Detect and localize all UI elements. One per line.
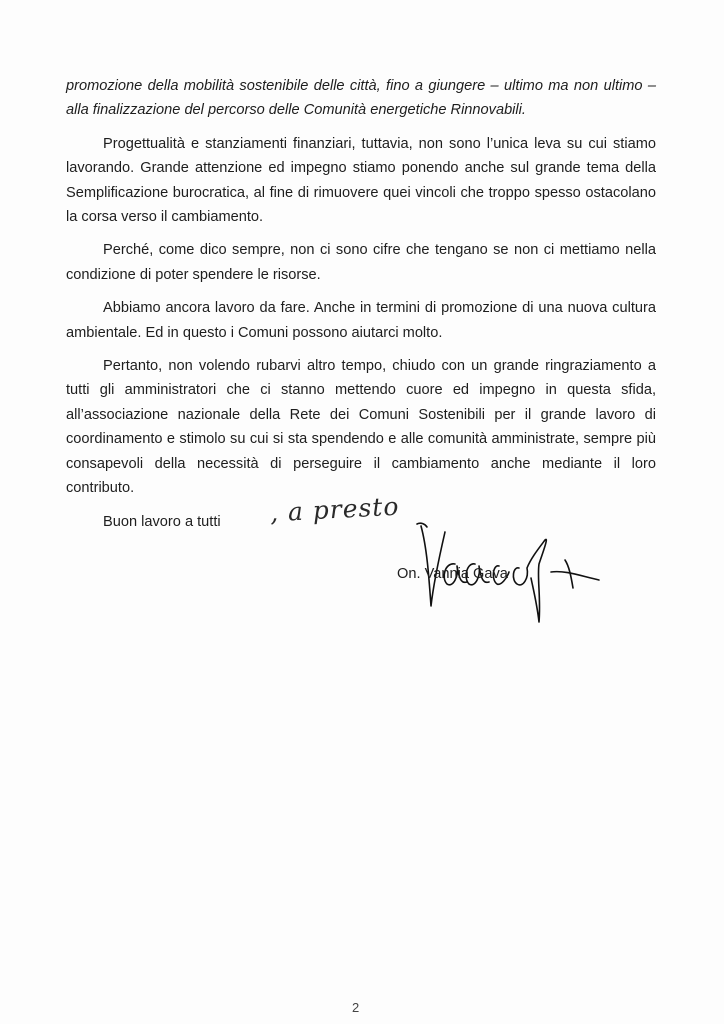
paragraph-line: consapevoli della necessità di perseguire il cambiamento anche mediante il loro xyxy=(66,455,656,472)
paragraph-5 xyxy=(66,354,656,500)
paragraph-line: coordinamento e stimolo su cui si sta spendendo e alle comunità amministrate, sempre più xyxy=(66,431,656,448)
page-number: 2 xyxy=(352,1000,360,1015)
paragraph-4 xyxy=(66,296,656,345)
paragraph-line: Abbiamo ancora lavoro da fare. Anche in termini di promozione di una nuova cultura xyxy=(103,300,656,317)
paragraph-line: all’associazione nazionale della Rete dei Comuni Sostenibili per il grande lavoro di xyxy=(66,406,656,423)
paragraph-line: Pertanto, non volendo rubarvi altro tempo, chiudo con un grande ringraziamento a xyxy=(103,358,656,375)
paragraph-line: Perché, come dico sempre, non ci sono cifre che tengano se non ci mettiamo nella xyxy=(103,242,656,259)
paragraph-2 xyxy=(66,132,656,230)
closing-text: Buon lavoro a tutti xyxy=(103,513,221,530)
paragraph-line: contributo. xyxy=(66,480,135,497)
handwritten-note: , a presto xyxy=(269,491,401,527)
paragraph-line: promozione della mobilità sostenibile delle città, fino a giungere – ultimo ma non ultimo – xyxy=(66,78,656,94)
paragraph-line: alla finalizzazione del percorso delle Comunità energetiche Rinnovabili. xyxy=(66,102,526,119)
paragraph-3 xyxy=(66,238,656,287)
paragraph-line: Semplificazione burocratica, al fine di rimuovere quei vincoli che troppo spesso ostacolano xyxy=(66,184,656,201)
paragraph-line: tutti gli amministratori che ci stanno mettendo cuore ed impegno in questa sfida, xyxy=(66,382,656,399)
paragraph-line: la corsa verso il cambiamento. xyxy=(66,209,264,226)
paragraph-line: ambientale. Ed in questo i Comuni possono aiutarci molto. xyxy=(66,324,443,341)
paragraph-line: Progettualità e stanziamenti finanziari, tuttavia, non sono l’unica leva su cui stiamo xyxy=(103,135,656,152)
paragraph-1 xyxy=(66,74,656,123)
paragraph-line: condizione di poter spendere le risorse. xyxy=(66,266,321,283)
signatory-name: On. Vannia Gava xyxy=(397,566,508,582)
letter-body xyxy=(66,74,656,550)
paragraph-line: lavorando. Grande attenzione ed impegno stiamo ponendo anche sul grande tema della xyxy=(66,160,656,177)
